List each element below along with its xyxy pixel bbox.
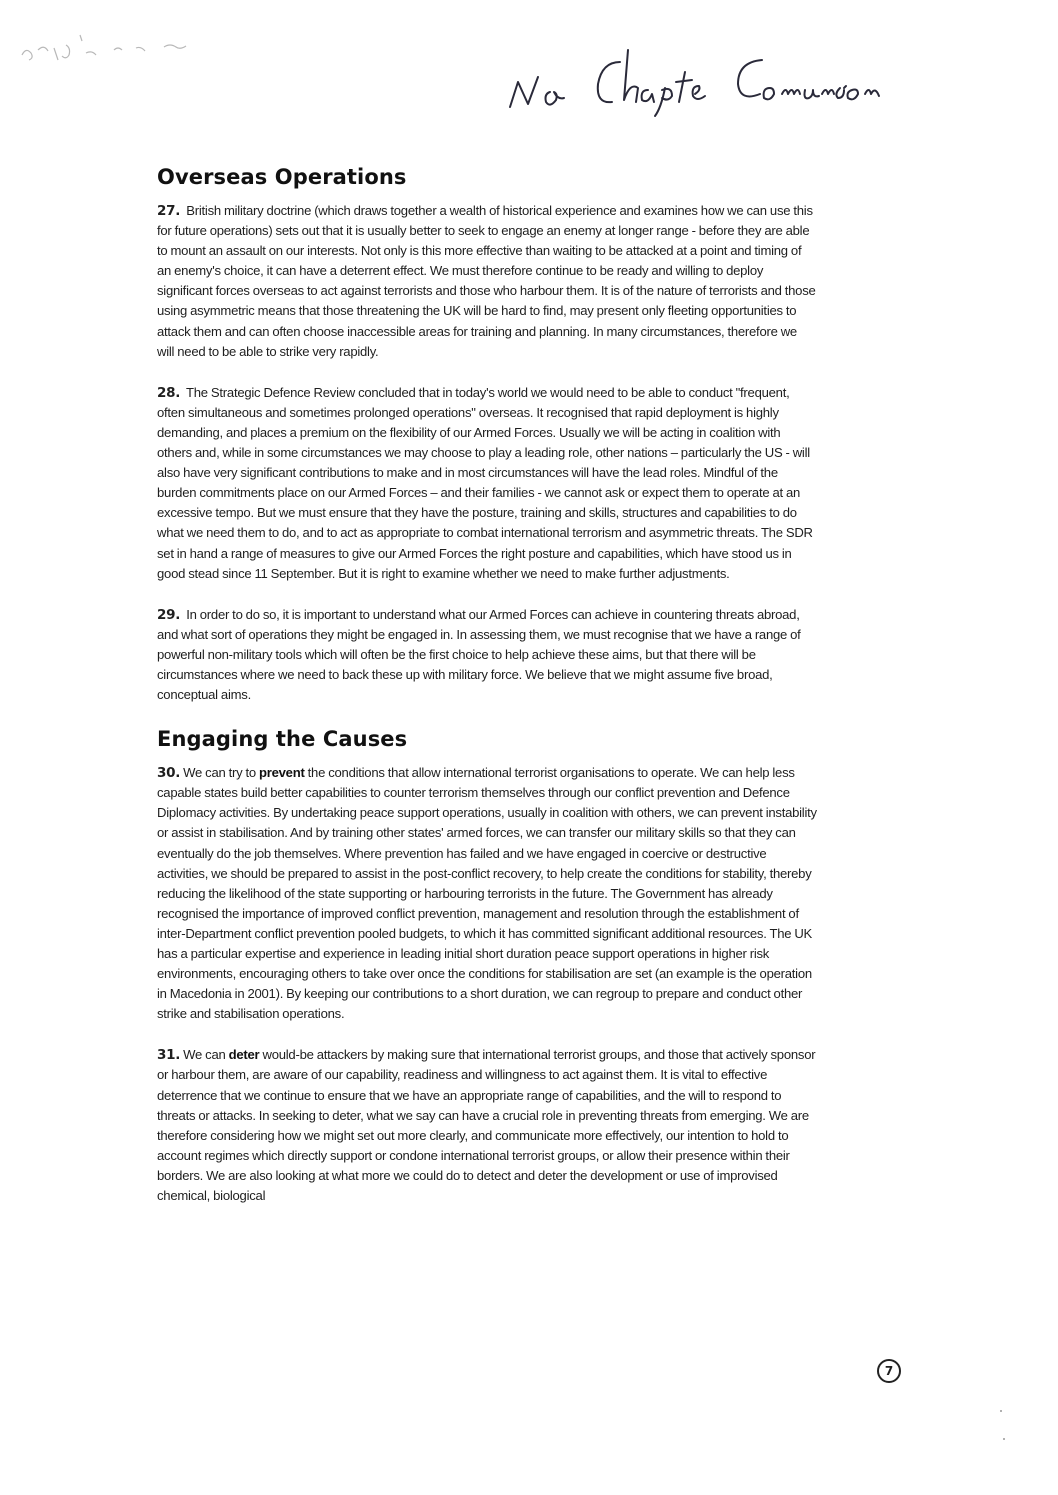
paragraph-number: 28.	[157, 384, 181, 401]
paragraph-text: British military doctrine (which draws together a wealth of historical experience and examines how we can use this for future operations) sets out that it is usually better to seek to engage an enemy at longer range - before they are able to mount an assault on our interests. Not only is this more effective than waiting to be attacked at a point and timing of an enemy's choice, it can have a deterrent effect. We must therefore continue to be ready and willing to deploy significant forces overseas to act against terrorists and those who harbour them. It is of the nature of terrorists and those using asymmetric means that those threatening the UK will be hard to find, may present only fleeting opportunities to attack them and can often choose inaccessible areas for training and planning. In many circumstances, therefore we will need to be able to strike very rapidly.	[157, 203, 816, 359]
scan-speck	[1000, 1410, 1002, 1412]
section-heading: Engaging the Causes	[157, 727, 408, 752]
scan-artifact-marks	[14, 20, 204, 75]
section-heading: Overseas Operations	[157, 165, 407, 189]
paragraph-number: 30.	[157, 765, 181, 782]
paragraph-31	[157, 1045, 817, 1206]
paragraph-text: the conditions that allow international terrorist organisations to operate. We can help less capable states build better capabilities to counter terrorism themselves through our conflict prevention and Defence Diplomacy activities. By undertaking peace support operations, usually in coalition with others, we can prevent instability or assist in stabilisation. And by training other states' armed forces, we can transfer our military skills so that they can eventually do the job themselves. Where prevention has failed and we have engaged in coercive or destructive activities, we should be prepared to assist in the post-conflict recovery, to help create the conditions for stability, thereby reducing the likelihood of the state supporting or harbouring terrorists in the future. The Government has already recognised the importance of improved conflict prevention, management and resolution through the establishment of inter-Department conflict prevention pooled budgets, to which it has committed significant additional resources. The UK has a particular expertise and experience in leading initial short duration peace support operations in higher risk environments, encouraging others to take over once the conditions for stabilisation are set (an example is the operation in Macedonia in 2001). By keeping our contributions to a short duration, we can regroup to prepare and conduct other strike and stabilisation operations.	[157, 765, 817, 1022]
section-engaging-the-causes	[157, 727, 817, 1206]
paragraph-28	[157, 383, 817, 584]
document-body	[157, 165, 817, 1227]
paragraph-number: 29.	[157, 606, 181, 623]
scan-speck	[1003, 1438, 1005, 1440]
paragraph-text: would-be attackers by making sure that international terrorist groups, and those that actively sponsor or harbour them, are aware of our capability, readiness and willingness to act against them. It is vital to effective deterrence that we continue to ensure that we have an appropriate range of capabilities, and the will to respond to threats or attacks. In seeking to deter, what we say can have a crucial role in preventing threats from emerging. We are therefore considering how we might set out more clearly, and communicate more effectively, our intention to hold to account regimes which directly support or condone international terrorist groups, or allow their presence within their borders. We are also looking at what more we could do to detect and deter the development or use of improvised chemical, biological	[157, 1047, 816, 1204]
paragraph-number: 31.	[157, 1047, 181, 1064]
paragraph-number: 27.	[157, 203, 181, 219]
page-number-badge: 7	[877, 1359, 901, 1383]
handwritten-annotation	[500, 32, 900, 122]
keyword-prevent: prevent	[259, 765, 305, 781]
paragraph-lead: We can try to	[183, 765, 260, 781]
paragraph-30	[157, 763, 817, 1024]
paragraph-text: In order to do so, it is important to understand what our Armed Forces can achieve in countering threats abroad, and what sort of operations they might be engaged in. In assessing them, we must recognise that we have a range of powerful non-military tools which will often be the first choice to help achieve these aims, but that there will be circumstances where we need to back these up with military force. We believe that we might assume five broad, conceptual aims.	[157, 606, 801, 703]
section-overseas-operations	[157, 165, 817, 705]
paragraph-27	[157, 201, 817, 362]
paragraph-29	[157, 605, 817, 705]
paragraph-lead: We can	[183, 1047, 229, 1063]
paragraph-text: The Strategic Defence Review concluded that in today's world we would need to be able to conduct "frequent, often simultaneous and sometimes prolonged operations" overseas. It recognised that rapid deployment is highly demanding, and places a premium on the flexibility of our Armed Forces. Usually we will be acting in coalition with others and, while in some circumstances we may choose to play a leading role, other nations – particularly the US - will also have very significant contributions to make and in most circumstances will have the lead roles. Mindful of the burden commitments place on our Armed Forces – and their families - we cannot ask or expect them to operate at an excessive tempo. But we must ensure that they have the posture, training and skills, structures and capabilities to do what we need them to do, and to act as appropriate to combat international terrorism and asymmetric threats. The SDR set in hand a range of measures to give our Armed Forces the right posture and capabilities, which have stood us in good stead since 11 September. But it is right to examine whether we need to make further adjustments.	[157, 384, 813, 581]
keyword-deter: deter	[228, 1047, 260, 1063]
